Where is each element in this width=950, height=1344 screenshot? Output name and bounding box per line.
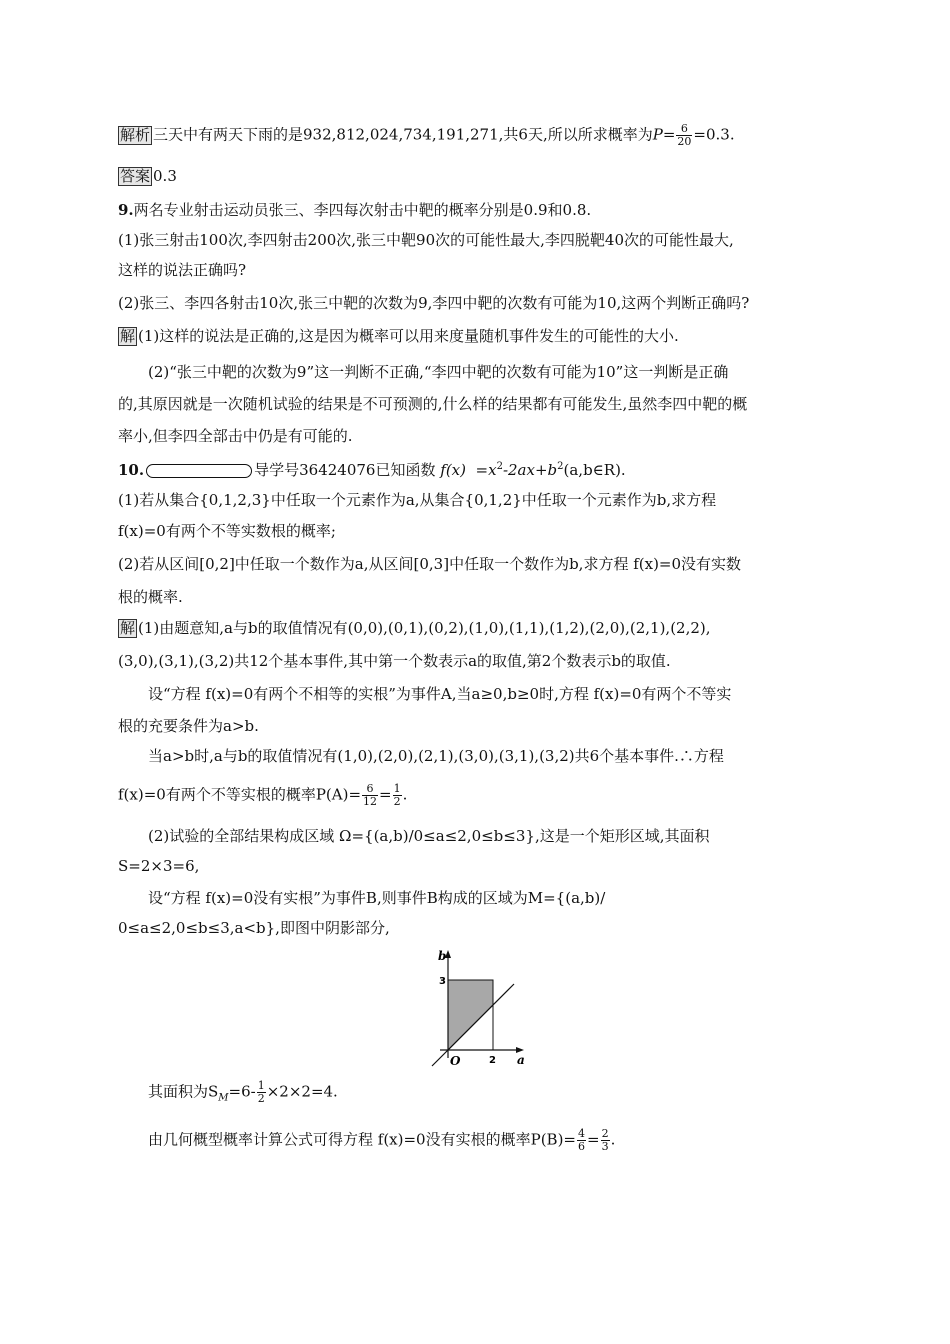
- area-text: 其面积为S: [148, 1082, 219, 1101]
- period: .: [610, 1130, 616, 1149]
- fraction-denominator: 2: [393, 795, 401, 808]
- final-text: 由几何概型概率计算公式可得方程 f(x)=0没有实根的概率P(B)=: [148, 1130, 576, 1149]
- fraction-numerator: 1: [257, 1079, 265, 1092]
- question-number: 9.: [118, 201, 134, 219]
- solution-9-part2: (2)“张三中靶的次数为9”这一判断不正确,“李四中靶的次数有可能为10”这一判断是正确: [148, 363, 729, 381]
- fraction-1-2: [393, 783, 402, 808]
- question-9-part1-cont: 这样的说法正确吗?: [118, 261, 247, 279]
- equals-sign: =: [587, 1130, 600, 1149]
- solution-10-line1: [118, 618, 711, 638]
- stem-equation: =x: [475, 461, 497, 479]
- analysis-tag: 解析: [120, 125, 151, 144]
- period: .: [402, 785, 408, 804]
- answer-8-line: [118, 166, 177, 186]
- solution-10-line3: 设“方程 f(x)=0有两个不相等的实根”为事件A,当a≥0,b≥0时,方程 f(x)=0有两个不等实: [148, 685, 732, 703]
- solution-10-line7: (2)试验的全部结果构成区域 Ω={(a,b)/0≤a≤2,0≤b≤3},这是一个矩形区域,其面积: [148, 827, 710, 845]
- solution-tag: 解: [120, 619, 136, 637]
- answer-tag: 答案: [120, 167, 151, 185]
- shaded-region-figure: [420, 946, 530, 1068]
- y-axis-label: b: [438, 949, 447, 963]
- prob-symbol: P: [652, 125, 663, 144]
- question-9-stem: [118, 200, 591, 220]
- solution-10-line10: 0≤a≤2,0≤b≤3,a<b},即图中阴影部分,: [118, 919, 390, 937]
- shaded-region: [448, 980, 493, 1050]
- fraction-4-6: [577, 1128, 586, 1153]
- solution-10-line2: (3,0),(3,1),(3,2)共12个基本事件,其中第一个数表示a的取值,第2个数表示b的取值.: [118, 652, 671, 670]
- probability-text: f(x)=0有两个不等实根的概率P(A)=: [118, 785, 362, 804]
- solution-text: (1)由题意知,a与b的取值情况有(0,0),(0,1),(0,2),(1,0),(1,1),(1,2),(2,0),(2,1),(2,2),: [138, 619, 711, 637]
- fraction-numerator: 6: [676, 123, 692, 136]
- solution-10-line9: 设“方程 f(x)=0没有实根”为事件B,则事件B构成的区域为M={(a,b)/: [148, 889, 606, 907]
- question-10-stem: 10. 导学号36424076已知函数 $f(x) =x^2-2ax+b^2(a,b\in R)$.: [118, 461, 626, 479]
- question-10-part1: (1)若从集合{0,1,2,3}中任取一个元素作为a,从集合{0,1,2}中任取一个元素作为b,求方程: [118, 491, 717, 509]
- solution-8-line: [118, 123, 735, 148]
- fraction-denominator: 2: [257, 1092, 265, 1105]
- answer-8-value: 0.3: [153, 167, 177, 185]
- question-9-part1: (1)张三射击100次,李四射击200次,张三中靶90次的可能性最大,李四脱靶40次的可能性最大,: [118, 231, 734, 249]
- stem-text: 已知函数: [375, 461, 436, 479]
- solution-9-part1: [118, 326, 679, 346]
- fraction-6-20: [676, 123, 692, 148]
- solution-10-line5: 当a>b时,a与b的取值情况有(1,0),(2,0),(2,1),(3,0),(3,1),(3,2)共6个基本事件.∴方程: [148, 747, 724, 765]
- fraction-1-2: [257, 1080, 266, 1105]
- x-axis-label: a: [517, 1053, 525, 1067]
- solution-10-line8: S=2×3=6,: [118, 857, 200, 875]
- fraction-2-3: [601, 1128, 610, 1153]
- fraction-numerator: 4: [578, 1127, 585, 1140]
- solution-9-part2-cont: 的,其原因就是一次随机试验的结果是不可预测的,什么样的结果都有可能发生,虽然李四中靶的概: [118, 395, 748, 413]
- fraction-6-12: [362, 783, 378, 808]
- question-10-part2: (2)若从区间[0,2]中任取一个数作为a,从区间[0,3]中任取一个数作为b,求方程 f(x)=0没有实数: [118, 555, 742, 573]
- reference-number: 导学号36424076: [254, 461, 376, 479]
- fraction-numerator: 1: [393, 782, 401, 795]
- origin-label: O: [450, 1054, 461, 1068]
- area-tail: ×2×2=4.: [266, 1082, 338, 1101]
- question-10-part2-cont: 根的概率.: [118, 588, 183, 606]
- placeholder-box: [146, 464, 252, 478]
- area-mid: =6-: [228, 1082, 256, 1101]
- solution-text: (1)这样的说法是正确的,这是因为概率可以用来度量随机事件发生的可能性的大小.: [138, 327, 679, 345]
- fraction-denominator: 12: [363, 795, 378, 808]
- fraction-numerator: 6: [362, 783, 378, 796]
- x-tick-label: 2: [489, 1055, 496, 1066]
- area-subscript: M: [218, 1092, 229, 1104]
- solution-tag: 解: [120, 327, 136, 345]
- final-probability-line: [148, 1128, 615, 1153]
- fraction-denominator: 6: [578, 1140, 585, 1153]
- solution-10-line6: [118, 783, 407, 808]
- stem-equation-tail: (a,b∈R).: [563, 461, 626, 479]
- question-10-part1-cont: f(x)=0有两个不等实数根的概率;: [118, 522, 336, 540]
- solution-8-text: 三天中有两天下雨的是932,812,024,734,191,271,共6天,所以所求概率为: [153, 125, 653, 144]
- solution-10-line4: 根的充要条件为a>b.: [118, 717, 259, 735]
- fraction-denominator: 3: [601, 1140, 609, 1153]
- solution-9-part2-end: 率小,但李四全部击中仍是有可能的.: [118, 427, 353, 445]
- fraction-numerator: 2: [601, 1127, 609, 1140]
- function-symbol: f(x): [440, 461, 466, 479]
- question-9-part2: (2)张三、李四各射击10次,张三中靶的次数为9,李四中靶的次数有可能为10,这两个判断正确吗?: [118, 294, 750, 312]
- y-tick-label: 3: [439, 976, 446, 987]
- question-stem: 两名专业射击运动员张三、李四每次射击中靶的概率分别是0.9和0.8.: [133, 201, 592, 219]
- equals-sign: =: [379, 785, 392, 804]
- area-line: [148, 1080, 338, 1105]
- fraction-denominator: 20: [677, 135, 692, 148]
- question-number: 10.: [118, 461, 145, 479]
- solution-8-result: =0.3.: [693, 125, 735, 144]
- stem-equation-mid: -2ax+b: [502, 461, 558, 479]
- equals-sign: =: [662, 125, 676, 144]
